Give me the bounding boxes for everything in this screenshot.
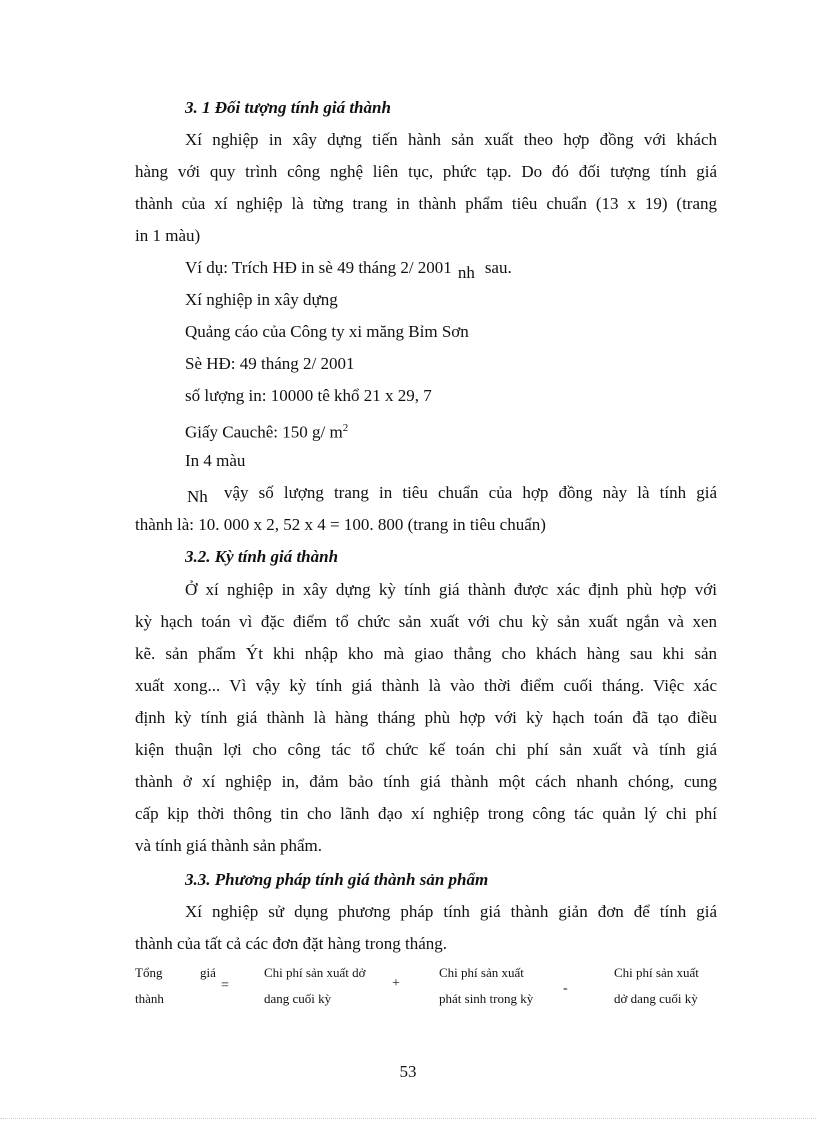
formula-term-3a: Chi phí sản xuất	[439, 965, 524, 980]
example-paper	[185, 418, 348, 443]
paragraph-1-line-4: in 1 màu)	[135, 226, 201, 245]
formula-term-2b: dang cuối kỳ	[264, 991, 332, 1006]
paragraph-2-line-2: thành là: 10. 000 x 2, 52 x 4 = 100. 800 (trang in tiêu chuẩn)	[135, 515, 546, 534]
paragraph-3-line-3: kẽ. sản phẩm Ýt khi nhập kho mà giao thẳng cho khách hàng sau khi sản	[135, 644, 717, 663]
paragraph-3-line-7: thành ở xí nghiệp in, đảm bảo tính giá thành một cách nhanh chóng, cung	[135, 772, 717, 791]
example-company: Xí nghiệp in xây dựng	[185, 290, 338, 309]
formula-term-3b: phát sinh trong kỳ	[439, 991, 534, 1006]
paragraph-1-line-2: hàng với quy trình công nghệ liên tục, phức tạp. Do đó đối tượng tính giá	[135, 162, 717, 181]
paragraph-3-line-9: và tính giá thành sản phẩm.	[135, 836, 322, 855]
paragraph-4-line-1: Xí nghiệp sử dụng phương pháp tính giá thành giản đơn để tính giá	[185, 902, 717, 921]
paragraph-3-line-2: kỳ hạch toán vì đặc điểm tổ chức sản xuất với chu kỳ sản xuất ngắn và xen	[135, 612, 717, 631]
example-intro-text: Ví dụ: Trích HĐ in sè 49 tháng 2/ 2001	[185, 258, 452, 277]
paragraph-1-line-3: thành của xí nghiệp là từng trang in thành phẩm tiêu chuẩn (13 x 19) (trang	[135, 194, 717, 213]
paragraph-3-line-1: Ở xí nghiệp in xây dựng kỳ tính giá thành được xác định phù hợp với	[185, 580, 717, 599]
page-bottom-divider	[0, 1118, 816, 1119]
paragraph-1-line-1: Xí nghiệp in xây dựng tiến hành sản xuất theo hợp đồng với khách	[185, 130, 717, 149]
page-number: 53	[399, 1062, 417, 1081]
example-intro-tail: sau.	[484, 258, 512, 277]
paragraph-4-line-2: thành của tất cả các đơn đặt hàng trong tháng.	[135, 934, 448, 953]
formula-term-4b: dở dang cuối kỳ	[614, 991, 698, 1006]
example-intro-nh: nh	[457, 263, 475, 282]
heading-3-3: 3.3. Phương pháp tính giá thành sản phẩm	[185, 870, 489, 889]
paragraph-2-nh: Nh	[187, 487, 208, 506]
paragraph-3-line-5: định kỳ tính giá thành là hàng tháng phù hợp với kỳ hạch toán đã tạo điều	[135, 708, 717, 727]
formula-term-2a: Chi phí sản xuất dở	[264, 965, 366, 980]
example-colors: In 4 màu	[185, 451, 246, 470]
formula-term-1b: giá	[200, 965, 216, 980]
example-contract: Sè HĐ: 49 tháng 2/ 2001	[185, 354, 355, 373]
paragraph-2-line-1: vậy số lượng trang in tiêu chuẩn của hợp đồng này là tính giá	[224, 483, 717, 502]
heading-3-2: 3.2. Kỳ tính giá thành	[185, 547, 339, 566]
paragraph-3-line-8: cấp kịp thời thông tin cho lãnh đạo xí nghiệp trong công tác quản lý chi phí	[135, 804, 717, 823]
example-ad: Quảng cáo của Công ty xi măng Bỉm Sơn	[185, 322, 469, 341]
formula-equals: =	[221, 978, 229, 993]
paragraph-3-line-6: kiện thuận lợi cho công tác tổ chức kế toán chi phí sản xuất và tính giá	[135, 740, 717, 759]
formula-term-4a: Chi phí sản xuất	[614, 965, 699, 980]
heading-3-1: 3. 1 Đối tượng tính giá thành	[185, 98, 391, 117]
formula-plus: +	[392, 976, 400, 991]
formula-term-1a: Tổng	[135, 965, 163, 980]
formula-term-1c: thành	[135, 991, 164, 1006]
example-quantity: số lượng in: 10000 tê khổ 21 x 29, 7	[185, 386, 432, 405]
example-intro	[185, 258, 512, 282]
example-paper-sup: 2	[342, 422, 349, 434]
formula-minus: -	[563, 981, 568, 996]
example-paper-text: Giấy Cauchê: 150 g/ m	[185, 422, 343, 442]
paragraph-3-line-4: xuất xong... Vì vậy kỳ tính giá thành là vào thời điểm cuối tháng. Việc xác	[135, 676, 717, 695]
